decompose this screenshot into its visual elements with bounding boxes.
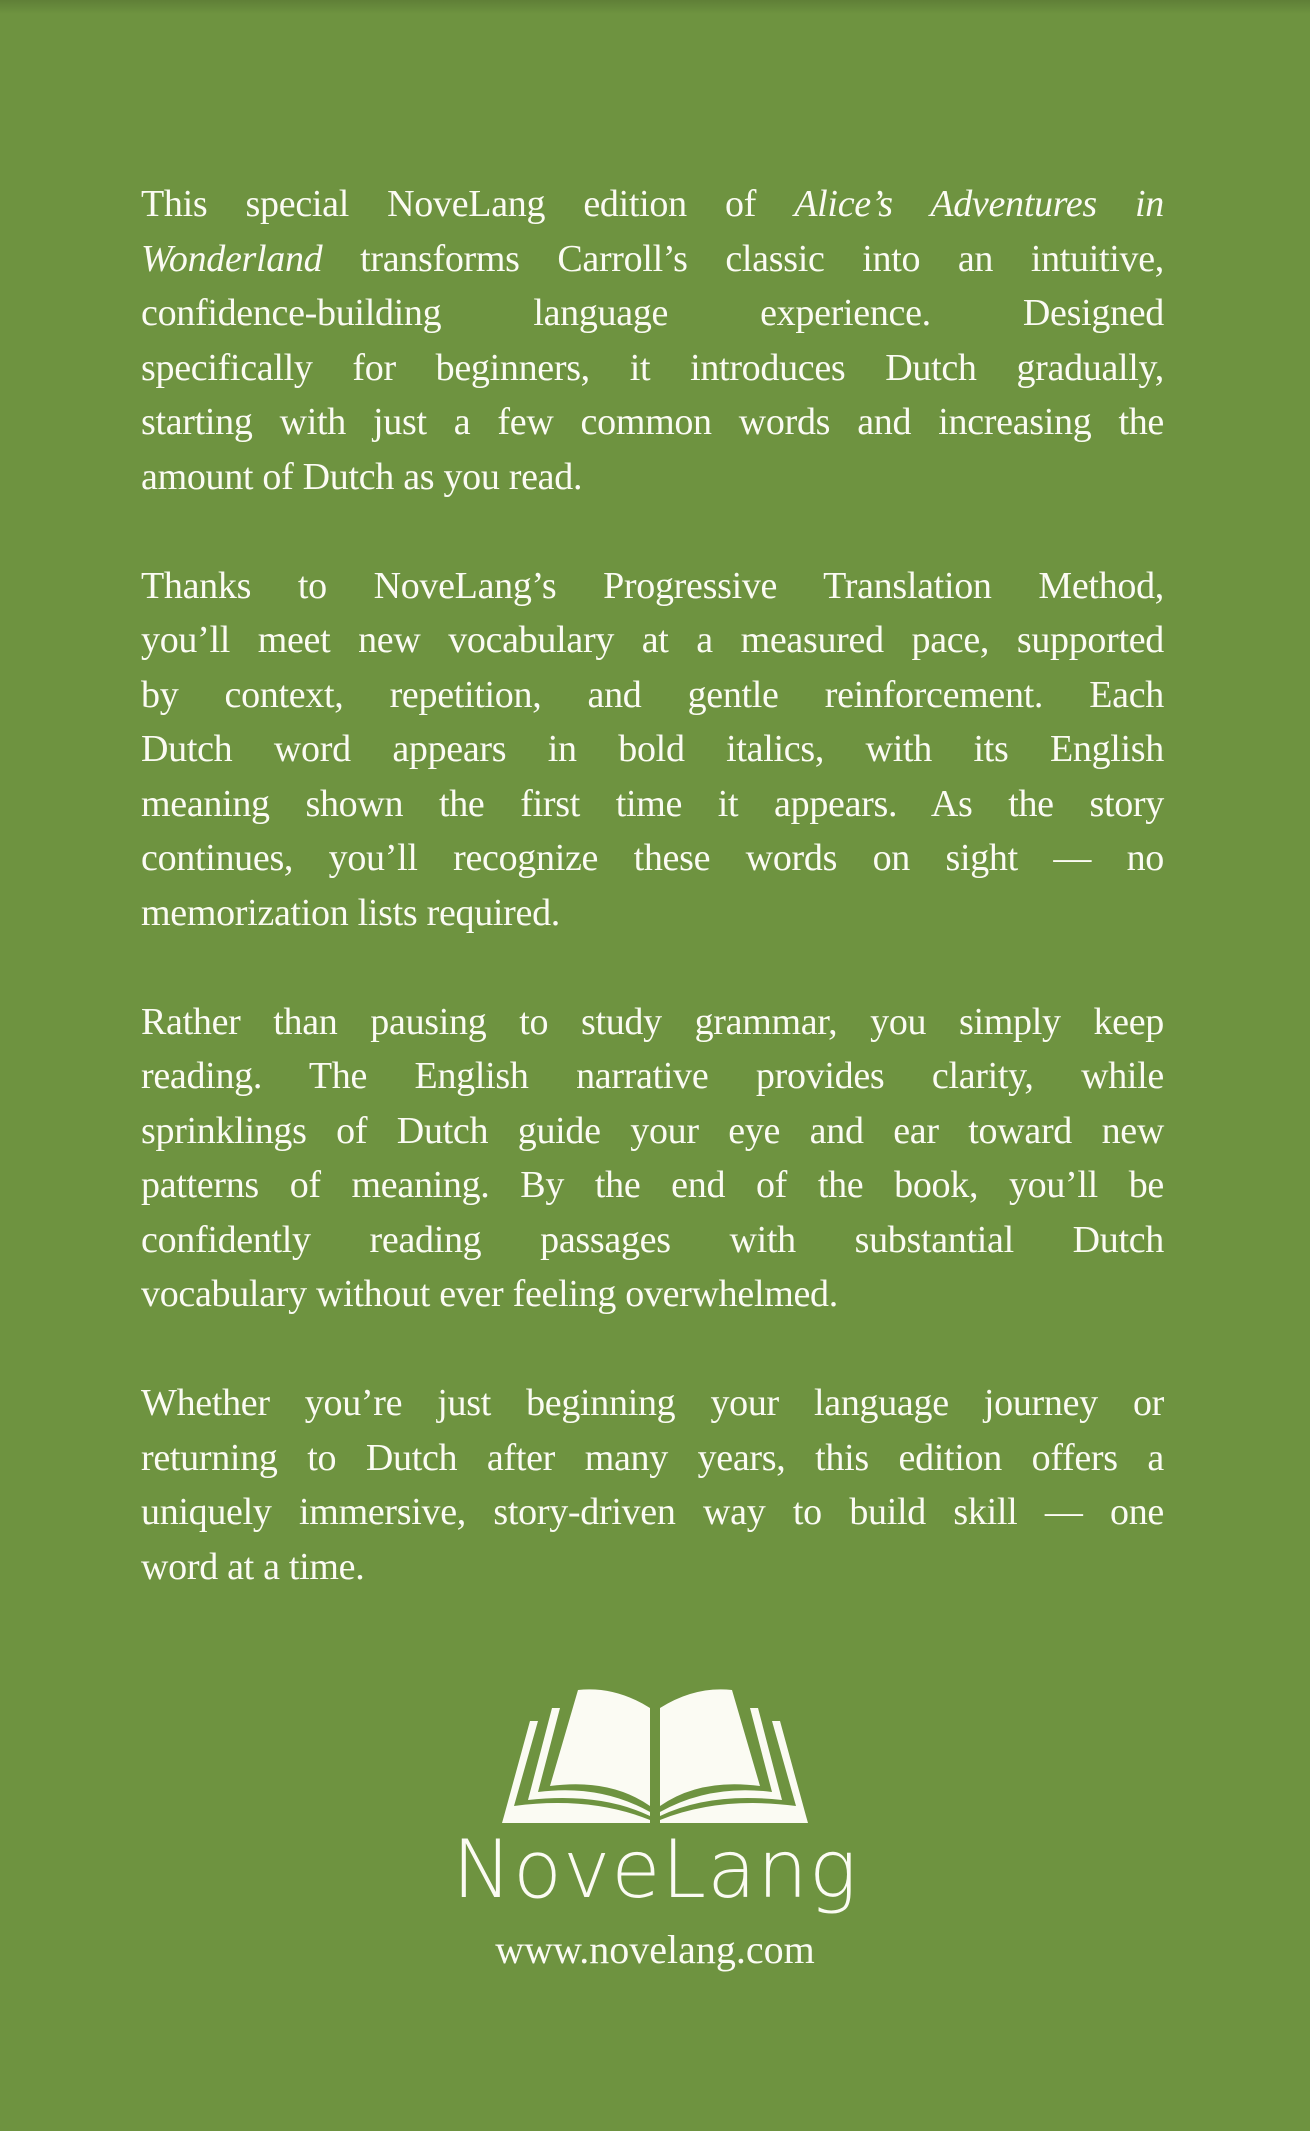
- text-line: memorization lists required.: [141, 891, 560, 934]
- text-line: reading. The English narrative provides clarity, while: [141, 1055, 1164, 1097]
- paragraph: [141, 177, 1164, 504]
- text-line: Dutch word appears in bold italics, with its English: [141, 728, 1164, 770]
- text-line: word at a time.: [141, 1545, 365, 1588]
- text-line: Rather than pausing to study grammar, you simply keep: [141, 1000, 1164, 1043]
- brand-name: NoveLang: [452, 1823, 858, 1916]
- back-cover-blurb: [141, 177, 1164, 1649]
- text-line: Thanks to NoveLang’s Progressive Translation Method,: [141, 564, 1164, 607]
- text-line: sprinklings of Dutch guide your eye and ear toward new: [141, 1109, 1164, 1152]
- text-line: by context, repetition, and gentle reinforcement. Each: [141, 673, 1164, 716]
- top-shade: [0, 0, 1310, 14]
- book-title: Wonderland: [141, 237, 323, 280]
- text-line: continues, you’ll recognize these words on sight — no: [141, 837, 1164, 879]
- text-line: starting with just a few common words and increasing the: [141, 401, 1164, 443]
- text-line: amount of Dutch as you read.: [141, 455, 583, 498]
- text-line: [141, 177, 1164, 232]
- text-segment: This special NoveLang edition of: [141, 183, 795, 225]
- text-line: specifically for beginners, it introduces Dutch gradually,: [141, 346, 1164, 389]
- text-line: you’ll meet new vocabulary at a measured pace, supported: [141, 619, 1164, 661]
- text-line: confidence-building language experience. Designed: [141, 292, 1164, 334]
- paragraph: [141, 995, 1164, 1322]
- text-line: uniquely immersive, story-driven way to build skill — one: [141, 1491, 1164, 1533]
- paragraph: [141, 1376, 1164, 1594]
- text-line: confidently reading passages with substantial Dutch: [141, 1218, 1164, 1261]
- paragraph: [141, 559, 1164, 941]
- text-line: [141, 232, 1164, 287]
- text-line: Whether you’re just beginning your language journey or: [141, 1382, 1164, 1424]
- text-line: vocabulary without ever feeling overwhelmed.: [141, 1273, 838, 1315]
- novelang-logo: [0, 1688, 1310, 1975]
- text-line: meaning shown the first time it appears. As the story: [141, 782, 1164, 825]
- book-title: Alice’s Adventures in: [794, 183, 1164, 225]
- text-line: patterns of meaning. By the end of the book, you’ll be: [141, 1164, 1164, 1206]
- open-book-icon: [500, 1688, 810, 1823]
- text-line: returning to Dutch after many years, this edition offers a: [141, 1436, 1164, 1479]
- text-segment: transforms Carroll’s classic into an intuitive,: [322, 237, 1164, 280]
- website-link[interactable]: www.novelang.com: [495, 1927, 815, 1972]
